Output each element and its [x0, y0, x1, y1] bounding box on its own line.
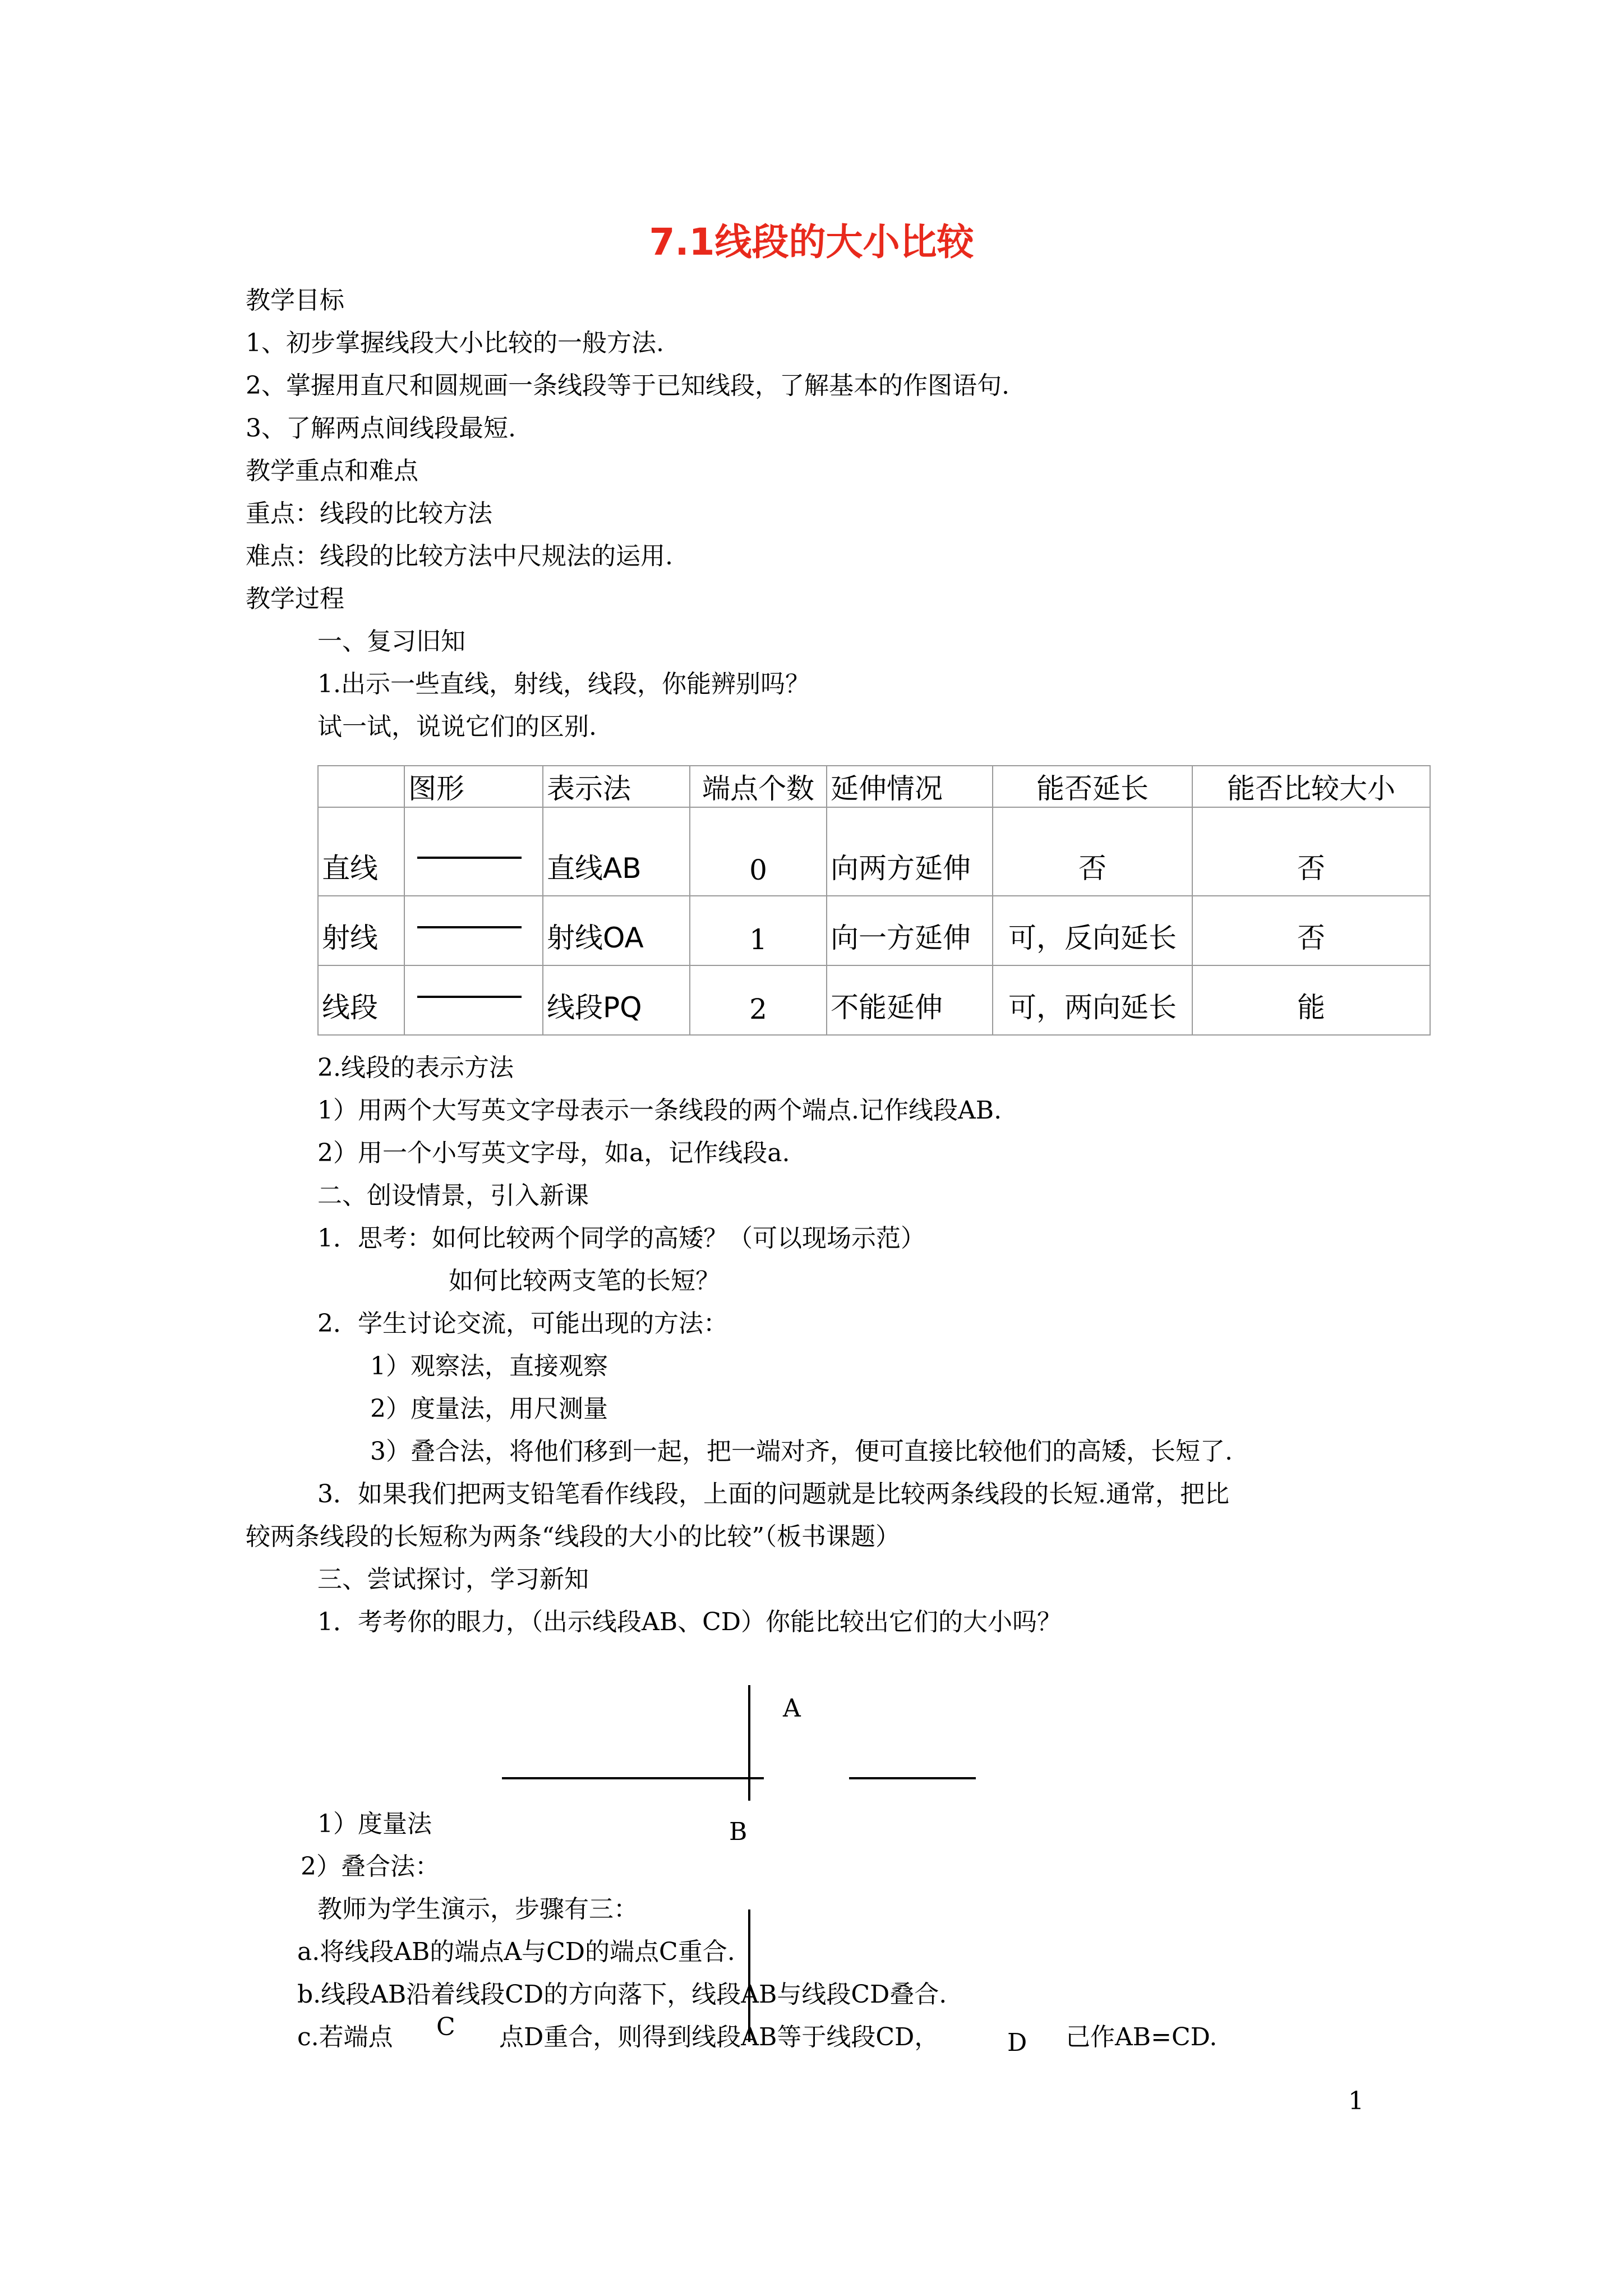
row-notation: 直线AB: [543, 807, 690, 896]
demo-intro: 教师为学生演示，步骤有三：: [317, 1895, 638, 1924]
method-observe: 1）观察法，直接观察: [370, 1352, 608, 1381]
row-notation: 线段PQ: [543, 965, 690, 1035]
pencil-paragraph-cont: 较两条线段的长短称为两条“线段的大小的比较”（板书课题）: [246, 1522, 900, 1551]
section-heading-process: 教学过程: [246, 585, 344, 613]
representation-2: 2）用一个小写英文字母，如a，记作线段a.: [317, 1139, 790, 1167]
header-cell: 图形: [404, 766, 543, 807]
row-name: 射线: [318, 896, 404, 965]
header-cell: 表示法: [543, 766, 690, 807]
row-extendable: 可，反向延长: [993, 896, 1192, 965]
row-comparable: 否: [1192, 807, 1430, 896]
demo-step-c-start: c.若端点: [297, 2023, 393, 2051]
header-cell: 端点个数: [690, 766, 827, 807]
page-title: 7.1线段的大小比较: [649, 220, 974, 264]
row-extendable: 否: [993, 807, 1192, 896]
step-review: 一、复习旧知: [317, 627, 465, 656]
page-number: 1: [1348, 2087, 1364, 2115]
method-overlap: 3）叠合法，将他们移到一起，把一端对齐，便可直接比较他们的高矮，长短了.: [370, 1437, 1233, 1466]
row-endpoints: 2: [690, 965, 827, 1035]
row-endpoints: 1: [690, 896, 827, 965]
think-question-1: 1．思考：如何比较两个同学的高矮？（可以现场示范）: [317, 1224, 925, 1253]
header-cell: 延伸情况: [827, 766, 993, 807]
difficulty-point: 难点：线段的比较方法中尺规法的运用.: [246, 542, 673, 570]
representation-1: 1）用两个大写英文字母表示一条线段的两个端点.记作线段AB.: [317, 1096, 1002, 1125]
row-endpoints: 0: [690, 807, 827, 896]
row-extension: 向一方延伸: [827, 896, 993, 965]
review-prompt: 试一试，说说它们的区别.: [317, 712, 597, 741]
point-label-d: D: [1007, 2028, 1027, 2057]
demo-step-c-end: 己作AB=CD.: [1066, 2023, 1218, 2051]
method-measure: 2）度量法，用尺测量: [370, 1395, 608, 1423]
demo-step-b: b.线段AB沿着线段CD的方向落下，线段AB与线段CD叠合.: [297, 1980, 947, 2009]
key-point: 重点：线段的比较方法: [246, 499, 492, 528]
row-extension: 不能延伸: [827, 965, 993, 1035]
method-overlap-2: 2）叠合法：: [301, 1852, 440, 1881]
row-name: 线段: [318, 965, 404, 1035]
row-notation: 射线OA: [543, 896, 690, 965]
row-name: 直线: [318, 807, 404, 896]
objective-3: 3、了解两点间线段最短.: [246, 414, 516, 443]
section-heading-objectives: 教学目标: [246, 286, 344, 315]
demo-step-a: a.将线段AB的端点A与CD的端点C重合.: [297, 1938, 735, 1966]
explore-question: 1．考考你的眼力，（出示线段AB、CD）你能比较出它们的大小吗？: [317, 1608, 1062, 1636]
point-label-b: B: [729, 1818, 748, 1846]
header-cell: 能否比较大小: [1192, 766, 1430, 807]
step-scenario: 二、创设情景，引入新课: [317, 1181, 589, 1210]
row-comparable: 否: [1192, 896, 1430, 965]
row-comparable: 能: [1192, 965, 1430, 1035]
point-label-a: A: [783, 1694, 801, 1723]
section-heading-key-points: 教学重点和难点: [246, 457, 418, 485]
pencil-paragraph: 3．如果我们把两支铅笔看作线段，上面的问题就是比较两条线段的长短.通常，把比: [317, 1480, 1229, 1508]
discussion: 2．学生讨论交流，可能出现的方法：: [317, 1309, 728, 1338]
method-measure-2: 1）度量法: [317, 1810, 432, 1838]
representation-heading: 2.线段的表示方法: [317, 1053, 514, 1082]
demo-step-c-mid: 点D重合，则得到线段AB等于线段CD，: [499, 2023, 939, 2051]
header-cell: 能否延长: [993, 766, 1192, 807]
row-extension: 向两方延伸: [827, 807, 993, 896]
row-extendable: 可，两向延长: [993, 965, 1192, 1035]
review-question: 1.出示一些直线，射线，线段，你能辨别吗？: [317, 670, 810, 698]
point-label-c: C: [436, 2013, 455, 2041]
objective-1: 1、初步掌握线段大小比较的一般方法.: [246, 329, 664, 357]
objective-2: 2、掌握用直尺和圆规画一条线段等于已知线段，了解基本的作图语句.: [246, 371, 1009, 400]
step-explore: 三、尝试探讨，学习新知: [317, 1565, 589, 1594]
think-question-2: 如何比较两支笔的长短？: [449, 1267, 720, 1295]
